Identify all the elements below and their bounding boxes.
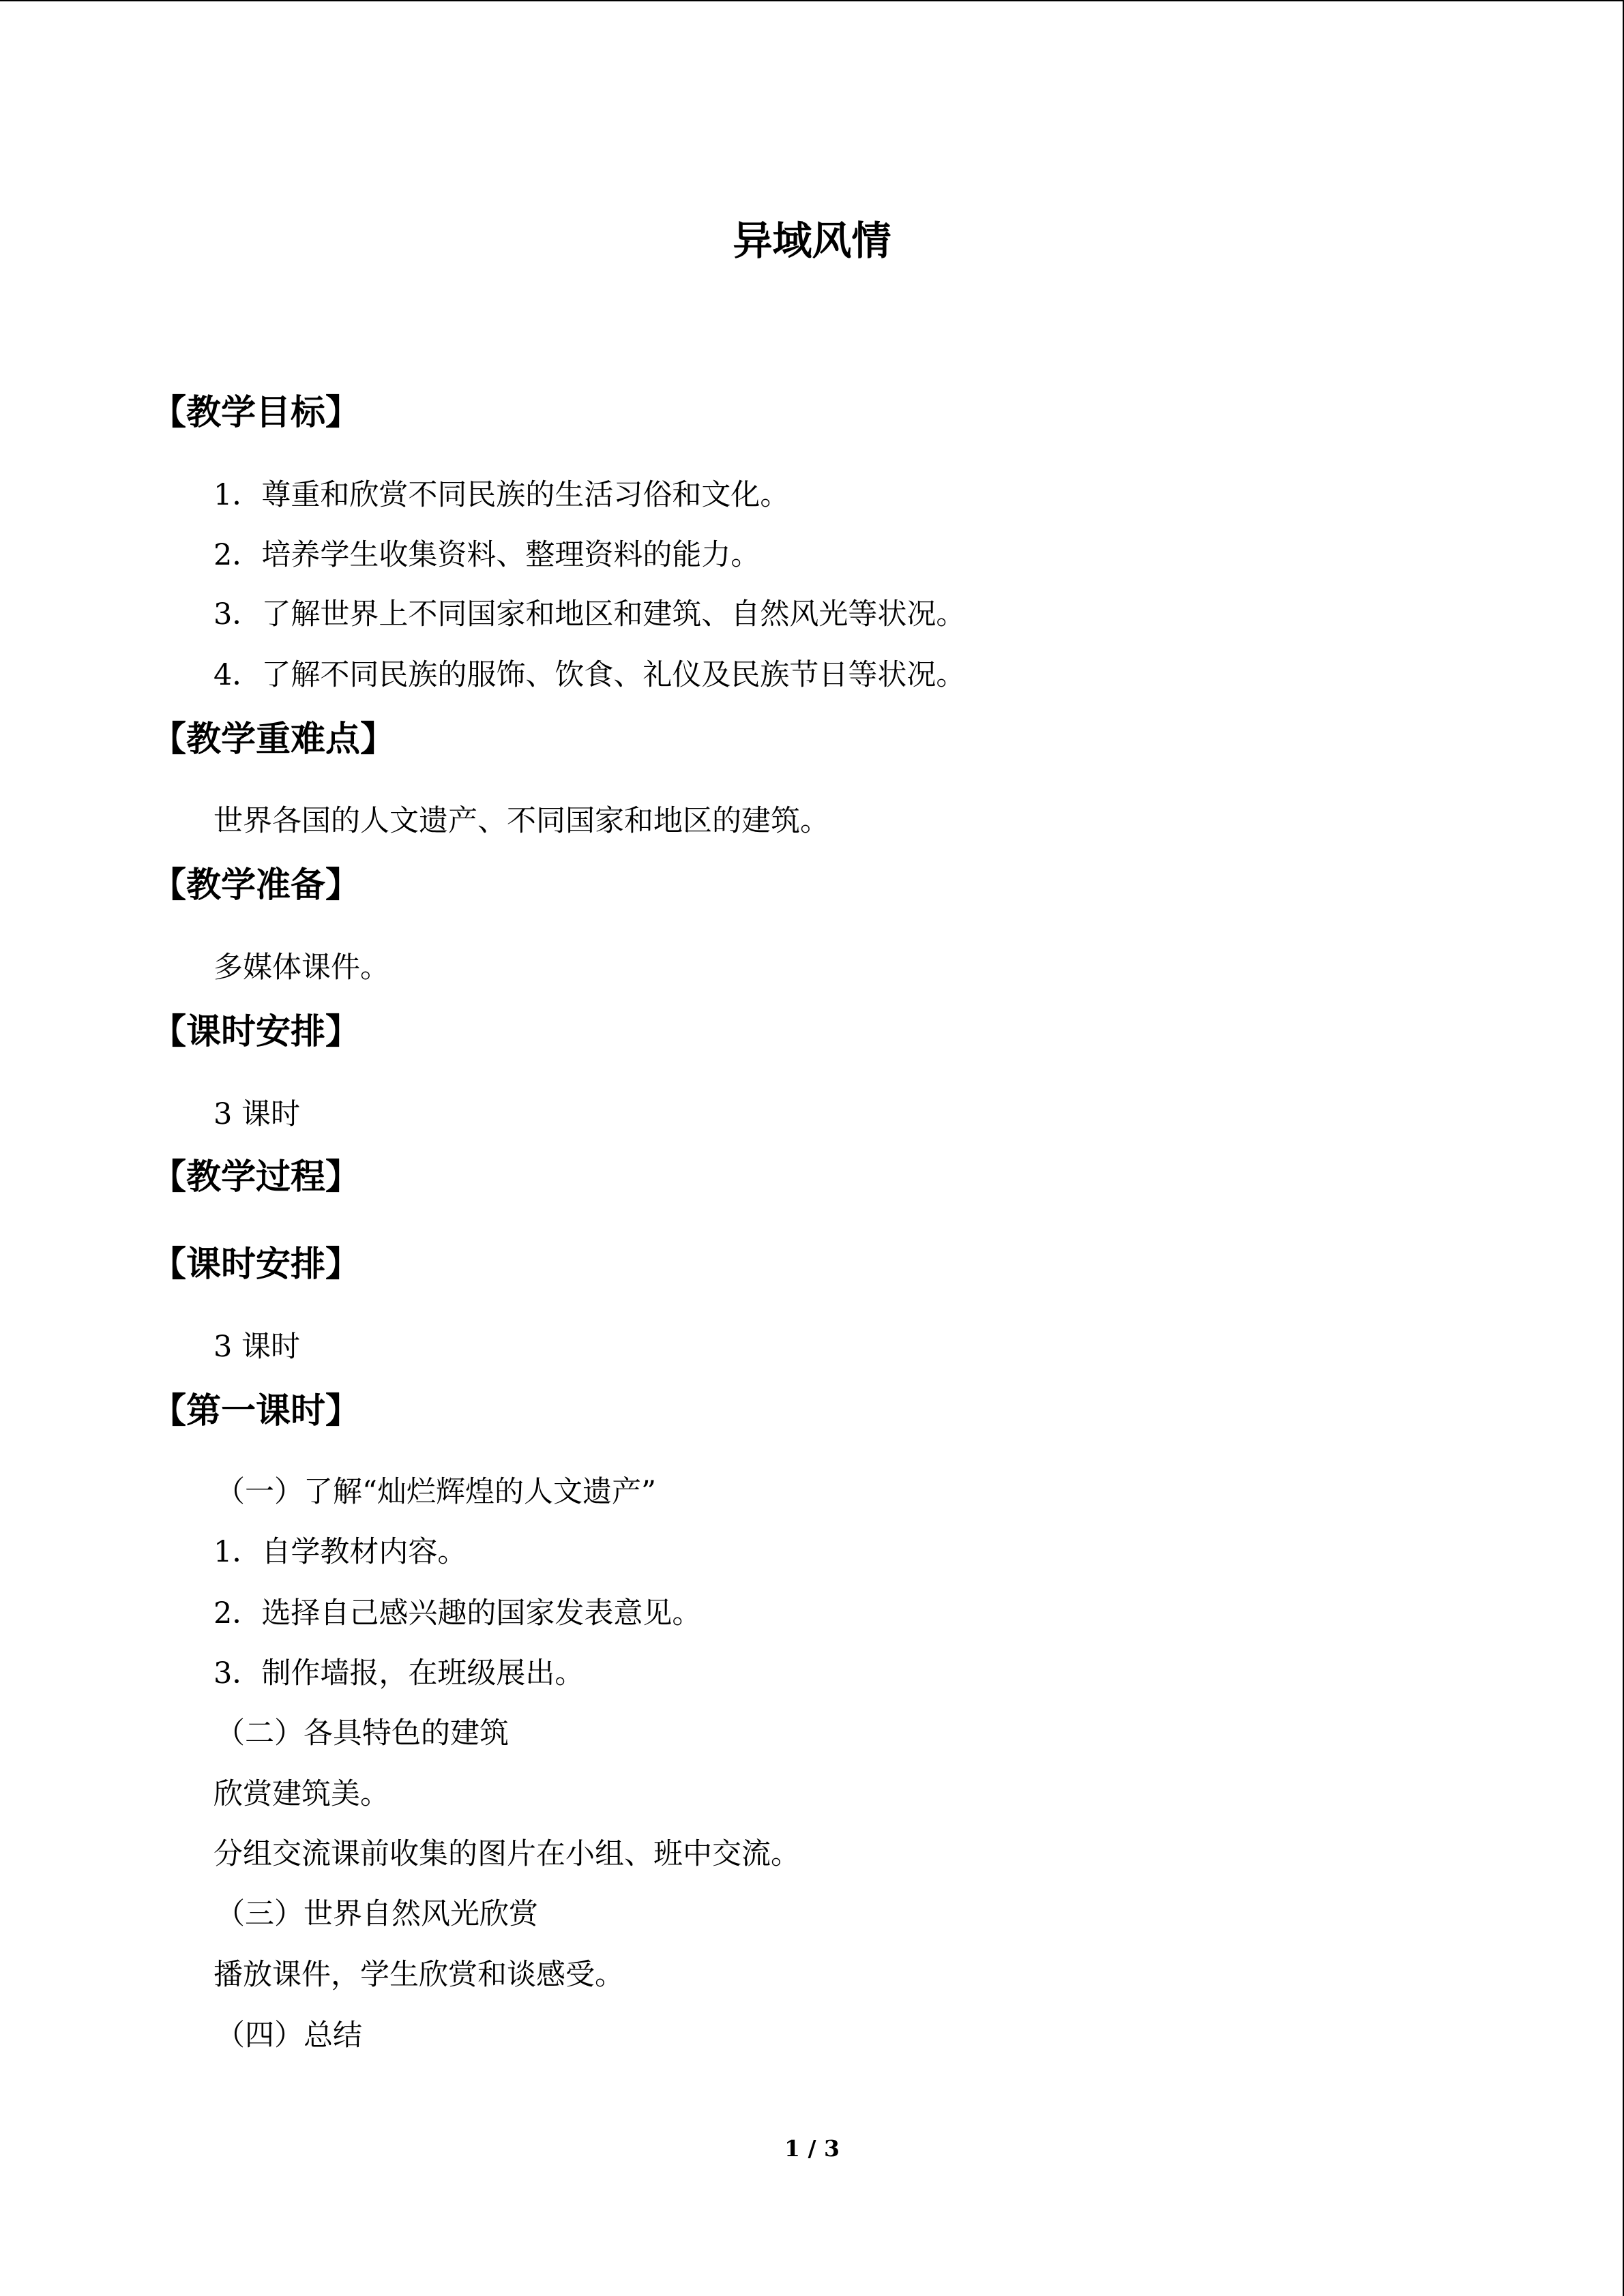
heading-objectives: 【教学目标】 xyxy=(151,393,361,433)
lesson1-line-1: （一）了解“灿烂辉煌的人文遗产” xyxy=(216,1475,656,1509)
lesson1-line-10: （四）总结 xyxy=(216,2018,362,2053)
lesson1-line-3: 2．选择自己感兴趣的国家发表意见。 xyxy=(213,1596,702,1630)
schedule-2-text: 3 课时 xyxy=(213,1330,301,1364)
objective-item-1: 1．尊重和欣赏不同民族的生活习俗和文化。 xyxy=(213,478,790,512)
preparation-text: 多媒体课件。 xyxy=(213,951,389,985)
lesson1-line-4: 3．制作墙报，在班级展出。 xyxy=(213,1656,585,1690)
objective-item-3: 3．了解世界上不同国家和地区和建筑、自然风光等状况。 xyxy=(213,597,966,631)
lesson1-line-6: 欣赏建筑美。 xyxy=(213,1777,389,1811)
heading-process: 【教学过程】 xyxy=(151,1157,361,1197)
heading-lesson-1: 【第一课时】 xyxy=(151,1391,361,1431)
lesson1-line-8: （三）世界自然风光欣赏 xyxy=(216,1897,538,1931)
lesson1-line-9: 播放课件，学生欣赏和谈感受。 xyxy=(213,1958,624,1992)
heading-schedule-2: 【课时安排】 xyxy=(151,1244,361,1285)
schedule-text: 3 课时 xyxy=(213,1097,301,1131)
lesson1-line-5: （二）各具特色的建筑 xyxy=(216,1716,509,1750)
heading-schedule: 【课时安排】 xyxy=(151,1012,361,1052)
page-title: 异域风情 xyxy=(733,218,891,264)
page-number: 1 / 3 xyxy=(784,2135,840,2162)
key-points-text: 世界各国的人文遗产、不同国家和地区的建筑。 xyxy=(213,804,829,838)
lesson1-line-2: 1．自学教材内容。 xyxy=(213,1535,467,1569)
lesson1-line-7: 分组交流课前收集的图片在小组、班中交流。 xyxy=(213,1837,800,1871)
heading-preparation: 【教学准备】 xyxy=(151,865,361,906)
heading-key-points: 【教学重难点】 xyxy=(151,719,396,760)
objective-item-4: 4．了解不同民族的服饰、饮食、礼仪及民族节日等状况。 xyxy=(213,658,966,692)
objective-item-2: 2．培养学生收集资料、整理资料的能力。 xyxy=(213,538,761,572)
